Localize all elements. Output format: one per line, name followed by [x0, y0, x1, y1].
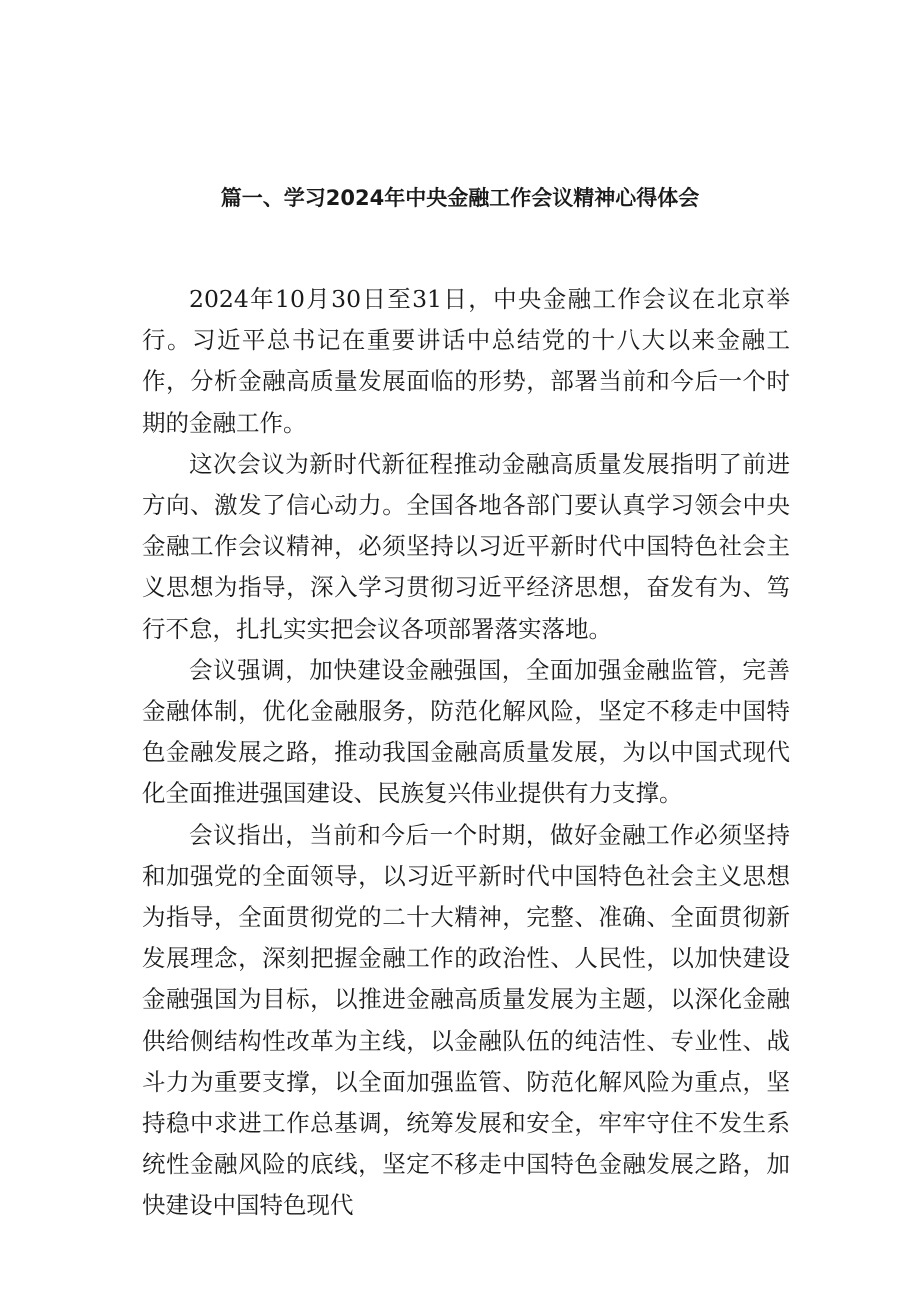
- document-title: 篇一、学习2024年中央金融工作会议精神心得体会: [220, 186, 700, 210]
- document-body: [142, 279, 790, 1227]
- paragraph-2: 这次会议为新时代新征程推动金融高质量发展指明了前进方向、激发了信心动力。全国各地各部门要认真学习领会中央金融工作会议精神，必须坚持以习近平新时代中国特色社会主义思想为指导，深入学习贯彻习近平经济思想，奋发有为、笃行不怠，扎扎实实把会议各项部署落实落地。: [142, 449, 790, 643]
- paragraph-1: 2024年10月30日至31日，中央金融工作会议在北京举行。习近平总书记在重要讲话中总结党的十八大以来金融工作，分析金融高质量发展面临的形势，部署当前和今后一个时期的金融工作。: [142, 285, 790, 437]
- paragraph-4: 会议指出，当前和今后一个时期，做好金融工作必须坚持和加强党的全面领导，以习近平新时代中国特色社会主义思想为指导，全面贯彻党的二十大精神，完整、准确、全面贯彻新发展理念，深刻把握金融工作的政治性、人民性，以加快建设金融强国为目标，以推进金融高质量发展为主题，以深化金融供给侧结构性改革为主线，以金融队伍的纯洁性、专业性、战斗力为重要支撑，以全面加强监管、防范化解风险为重点，坚持稳中求进工作总基调，统筹发展和安全，牢牢守住不发生系统性金融风险的底线，坚定不移走中国特色金融发展之路，加快建设中国特色现代: [142, 820, 790, 1220]
- paragraph-3: 会议强调，加快建设金融强国，全面加强金融监管，完善金融体制，优化金融服务，防范化解风险，坚定不移走中国特色金融发展之路，推动我国金融高质量发展，为以中国式现代化全面推进强国建设、民族复兴伟业提供有力支撑。: [142, 655, 790, 808]
